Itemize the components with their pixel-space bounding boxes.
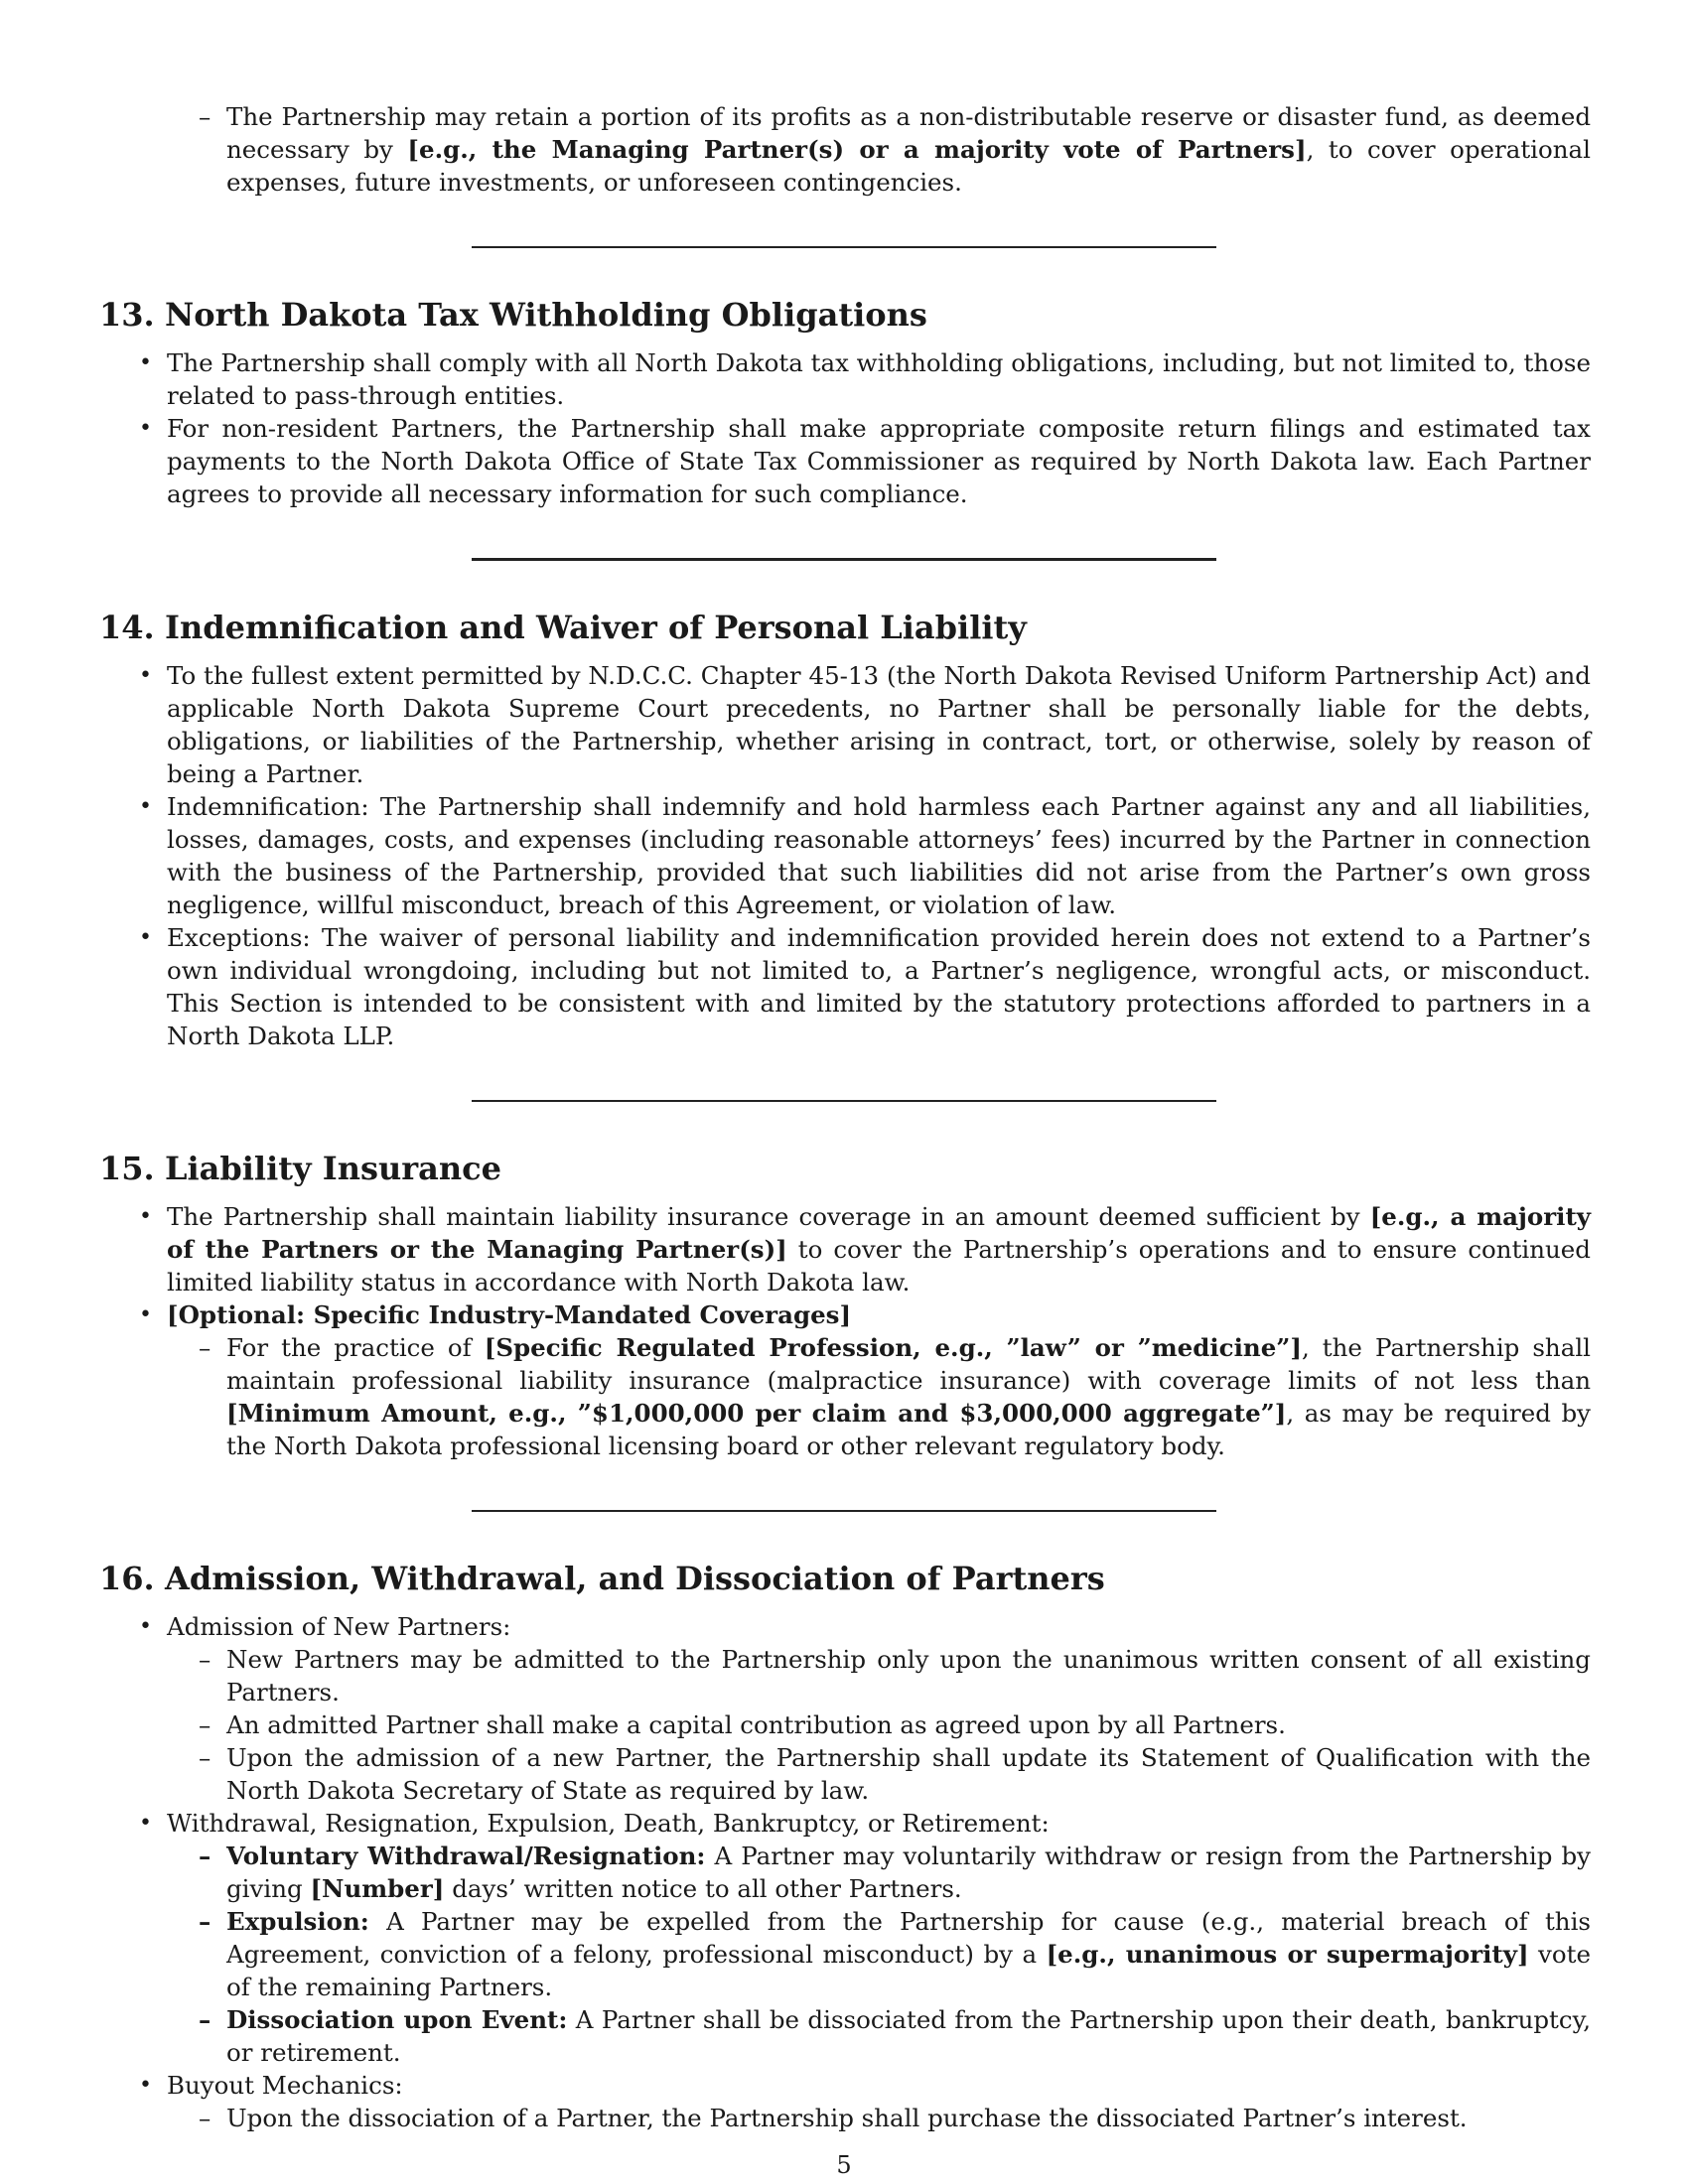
placeholder-bold: [e.g., a majority of the Partners or the Managing Partner(s)] xyxy=(167,1202,1592,1264)
placeholder-bold: [Optional: Specific Industry-Mandated Coverages] xyxy=(167,1300,852,1329)
section-title: Liability Insurance xyxy=(165,1150,501,1187)
item-text: A Partner may voluntarily withdraw or resign from the Partnership by giving xyxy=(226,1842,1591,1903)
item-text: For the practice of xyxy=(226,1333,485,1362)
page-number: 5 xyxy=(836,2151,852,2179)
section-number: 14. xyxy=(99,609,155,646)
section-13-heading xyxy=(99,295,1591,335)
placeholder-bold: [Minimum Amount, e.g., ”$1,000,000 per claim and $3,000,000 aggregate”] xyxy=(226,1399,1287,1428)
section-16-heading xyxy=(99,1559,1591,1598)
dash-marker: – xyxy=(199,1710,211,1739)
sub-list-item xyxy=(99,1331,1591,1462)
section-divider xyxy=(472,558,1216,561)
section-title: Indemnification and Waiver of Personal Liability xyxy=(165,609,1027,646)
sub-list-item xyxy=(99,1741,1591,1807)
bullet-marker: • xyxy=(139,1204,152,1229)
sub-list-item xyxy=(99,2003,1591,2069)
section-number: 16. xyxy=(99,1560,155,1597)
item-text: To the fullest extent permitted by N.D.C.C. Chapter 45-13 (the North Dakota Revised Uniform Partnership Act) and applicable North Dakota Supreme Court precedents, no Partner shall be personally liable for the debts, obligations, or liabilities of the Partnership, whether arising in contract, tort, or otherwise, solely by reason of being a Partner. xyxy=(167,661,1591,788)
placeholder-bold: [e.g., the Managing Partner(s) or a majority vote of Partners] xyxy=(407,135,1307,164)
dash-marker: – xyxy=(199,1907,211,1936)
item-text: A Partner shall be dissociated from the Partnership upon their death, bankruptcy, or retirement. xyxy=(226,2005,1591,2067)
item-text: The Partnership may retain a portion of its profits as a non-distributable reserve or disaster fund, as deemed necessary by xyxy=(226,102,1591,164)
bullet-marker: • xyxy=(139,2073,152,2098)
list-item xyxy=(99,1610,1591,1643)
bullet-marker: • xyxy=(139,925,152,950)
list-item xyxy=(99,1298,1591,1331)
term-label: Expulsion: xyxy=(226,1907,369,1936)
item-text: vote of the remaining Partners. xyxy=(226,1940,1591,2001)
bullet-marker: • xyxy=(139,663,152,688)
term-label: Voluntary Withdrawal/Resignation: xyxy=(226,1842,706,1870)
list-item xyxy=(99,659,1591,790)
section-15-heading xyxy=(99,1149,1591,1188)
list-item xyxy=(99,1807,1591,1840)
sub-list-item xyxy=(99,1643,1591,1708)
list-item xyxy=(99,346,1591,412)
item-text: , as may be required by the North Dakota professional licensing board or other relevant regulatory body. xyxy=(226,1399,1591,1460)
sub-list-item xyxy=(99,1708,1591,1741)
section-divider xyxy=(472,246,1216,248)
item-text: Withdrawal, Resignation, Expulsion, Death, Bankruptcy, or Retirement: xyxy=(167,1809,1050,1838)
dash-marker: – xyxy=(199,1333,211,1362)
item-text: Admission of New Partners: xyxy=(167,1612,511,1641)
section-title: North Dakota Tax Withholding Obligations xyxy=(165,296,927,334)
item-text: Buyout Mechanics: xyxy=(167,2071,403,2100)
item-text: The Partnership shall comply with all North Dakota tax withholding obligations, including, but not limited to, those related to pass-through entities. xyxy=(167,348,1591,410)
bullet-marker: • xyxy=(139,1614,152,1639)
dash-marker: – xyxy=(199,2005,211,2034)
list-item xyxy=(99,1200,1591,1298)
placeholder-bold: [Specific Regulated Profession, e.g., ”law” or ”medicine”] xyxy=(484,1333,1302,1362)
dash-marker: – xyxy=(199,1645,211,1674)
section-14-heading xyxy=(99,608,1591,647)
page-content xyxy=(99,100,1591,2134)
sub-list-item xyxy=(99,1905,1591,2003)
item-text: New Partners may be admitted to the Partnership only upon the unanimous written consent of all existing Partners. xyxy=(226,1645,1591,1706)
list-item xyxy=(99,921,1591,1052)
dash-marker: – xyxy=(199,2104,211,2132)
item-text: Exceptions: The waiver of personal liability and indemnification provided herein does not extend to a Partner’s own individual wrongdoing, including but not limited to, a Partner’s negligence, wrongful acts, or misconduct. This Section is intended to be consistent with and limited by the statutory protections afforded to partners in a North Dakota LLP. xyxy=(167,923,1591,1050)
list-item xyxy=(99,790,1591,921)
item-text: A Partner may be expelled from the Partnership for cause (e.g., material breach of this Agreement, conviction of a felony, professional misconduct) by a xyxy=(226,1907,1591,1969)
placeholder-bold: [Number] xyxy=(310,1874,445,1903)
item-text: days’ written notice to all other Partners. xyxy=(444,1874,962,1903)
bullet-marker: • xyxy=(139,794,152,819)
dash-marker: – xyxy=(199,102,211,131)
section-divider xyxy=(472,1100,1216,1102)
section-title: Admission, Withdrawal, and Dissociation of Partners xyxy=(165,1560,1105,1597)
bullet-marker: • xyxy=(139,1302,152,1327)
bullet-marker: • xyxy=(139,416,152,441)
term-label: Dissociation upon Event: xyxy=(226,2005,568,2034)
item-text: An admitted Partner shall make a capital contribution as agreed upon by all Partners. xyxy=(226,1710,1286,1739)
bullet-marker: • xyxy=(139,1811,152,1836)
item-text: Upon the dissociation of a Partner, the Partnership shall purchase the dissociated Partner’s interest. xyxy=(226,2104,1468,2132)
dash-marker: – xyxy=(199,1842,211,1870)
item-text: Indemnification: The Partnership shall indemnify and hold harmless each Partner against any and all liabilities, losses, damages, costs, and expenses (including reasonable attorneys’ fees) incurred by the Partner in connection with the business of the Partnership, provided that such liabilities did not arise from the Partner’s own gross negligence, willful misconduct, breach of this Agreement, or violation of law. xyxy=(167,792,1591,919)
section-number: 13. xyxy=(99,296,155,334)
bullet-marker: • xyxy=(139,350,152,375)
item-text: For non-resident Partners, the Partnership shall make appropriate composite return filings and estimated tax payments to the North Dakota Office of State Tax Commissioner as required by North Dakota law. Each Partner agrees to provide all necessary information for such compliance. xyxy=(167,414,1591,508)
list-item xyxy=(99,412,1591,510)
section-number: 15. xyxy=(99,1150,155,1187)
item-text: The Partnership shall maintain liability insurance coverage in an amount deemed sufficient by xyxy=(167,1202,1370,1231)
item-text: to cover the Partnership’s operations and to ensure continued limited liability status in accordance with North Dakota law. xyxy=(167,1235,1591,1297)
dash-marker: – xyxy=(199,1743,211,1772)
sub-list-item xyxy=(99,1840,1591,1905)
list-item xyxy=(99,2069,1591,2102)
placeholder-bold: [e.g., unanimous or supermajority] xyxy=(1046,1940,1529,1969)
item-text: Upon the admission of a new Partner, the Partnership shall update its Statement of Qualification with the North Dakota Secretary of State as required by law. xyxy=(226,1743,1591,1805)
sub-list-item xyxy=(99,2102,1591,2134)
item-text: , to cover operational expenses, future investments, or unforeseen contingencies. xyxy=(226,135,1591,197)
reserve-fund-item xyxy=(99,100,1591,199)
item-text: , the Partnership shall maintain professional liability insurance (malpractice insurance) with coverage limits of not less than xyxy=(226,1333,1591,1395)
section-divider xyxy=(472,1510,1216,1512)
